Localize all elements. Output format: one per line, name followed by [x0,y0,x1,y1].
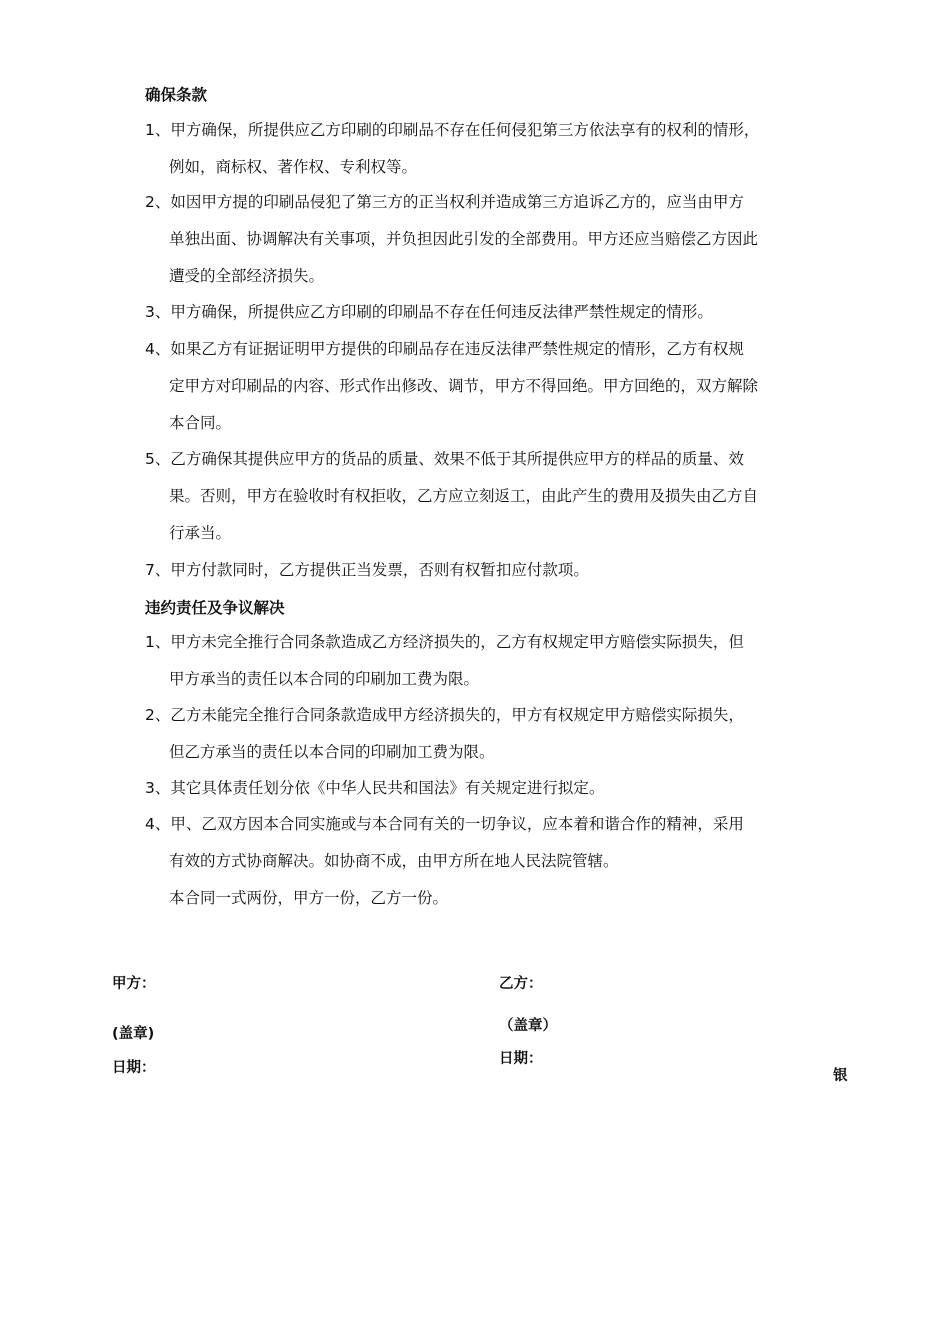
guarantee-clause-2 [145,192,825,286]
clause-line: 3、甲方确保，所提供应乙方印刷的印刷品不存在任何违反法律严禁性规定的情形。 [145,303,713,321]
clause-line: 遭受的全部经济损失。 [169,267,325,285]
party-a-label: 甲方： [112,976,156,992]
closing-line: 本合同一式两份，甲方一份，乙方一份。 [169,889,449,907]
guarantee-clause-1 [145,120,825,177]
guarantee-clause-5 [145,449,825,543]
truncated-edge-text: 银 [833,1068,848,1084]
clause-line: 本合同。 [169,414,232,432]
clause-line: 3、其它具体责任划分依《中华人民共和国法》有关规定进行拟定。 [145,779,605,797]
clause-line: 4、如果乙方有证据证明甲方提供的印刷品存在违反法律严禁性规定的情形，乙方有权规 [145,340,744,358]
party-b-date: 日期： [499,1051,543,1067]
liability-clause-1 [145,632,825,689]
liability-clause-3 [145,778,825,798]
guarantee-clause-3 [145,302,825,322]
clause-line: 1、甲方未完全推行合同条款造成乙方经济损失的，乙方有权规定甲方赔偿实际损失，但 [145,633,744,651]
section-heading-liability: 违约责任及争议解决 [145,599,285,617]
clause-line: 4、甲、乙双方因本合同实施或与本合同有关的一切争议，应本着和谐合作的精神，采用 [145,815,744,833]
clause-line: 例如，商标权、著作权、专利权等。 [169,158,418,176]
liability-clause-4 [145,814,825,908]
party-b-seal: （盖章） [499,1018,557,1034]
section-heading-guarantee: 确保条款 [145,86,208,104]
clause-line: 7、甲方付款同时，乙方提供正当发票，否则有权暂扣应付款项。 [145,561,589,579]
clause-line: 1、甲方确保，所提供应乙方印刷的印刷品不存在任何侵犯第三方依法享有的权利的情形， [145,121,760,139]
guarantee-clause-4 [145,339,825,433]
clause-line: 5、乙方确保其提供应甲方的货品的质量、效果不低于其所提供应甲方的样品的质量、效 [145,450,744,468]
clause-line: 2、乙方未能完全推行合同条款造成甲方经济损失的，甲方有权规定甲方赔偿实际损失， [145,706,744,724]
clause-line: 果。否则，甲方在验收时有权拒收，乙方应立刻返工，由此产生的费用及损失由乙方自 [169,487,759,505]
clause-line: 行承当。 [169,524,232,542]
clause-line: 定甲方对印刷品的内容、形式作出修改、调节，甲方不得回绝。甲方回绝的，双方解除 [169,377,759,395]
clause-line: 甲方承当的责任以本合同的印刷加工费为限。 [169,670,480,688]
clause-line: 2、如因甲方提的印刷品侵犯了第三方的正当权利并造成第三方追诉乙方的，应当由甲方 [145,193,744,211]
clause-line: 单独出面、协调解决有关事项，并负担因此引发的全部费用。甲方还应当赔偿乙方因此 [169,230,759,248]
party-b-label: 乙方： [499,976,543,992]
clause-line: 但乙方承当的责任以本合同的印刷加工费为限。 [169,743,495,761]
party-a-date: 日期： [112,1060,156,1076]
liability-clause-2 [145,705,825,762]
clause-line: 有效的方式协商解决。如协商不成，由甲方所在地人民法院管辖。 [169,852,619,870]
party-a-seal: (盖章) [112,1026,155,1042]
guarantee-clause-7 [145,560,825,580]
